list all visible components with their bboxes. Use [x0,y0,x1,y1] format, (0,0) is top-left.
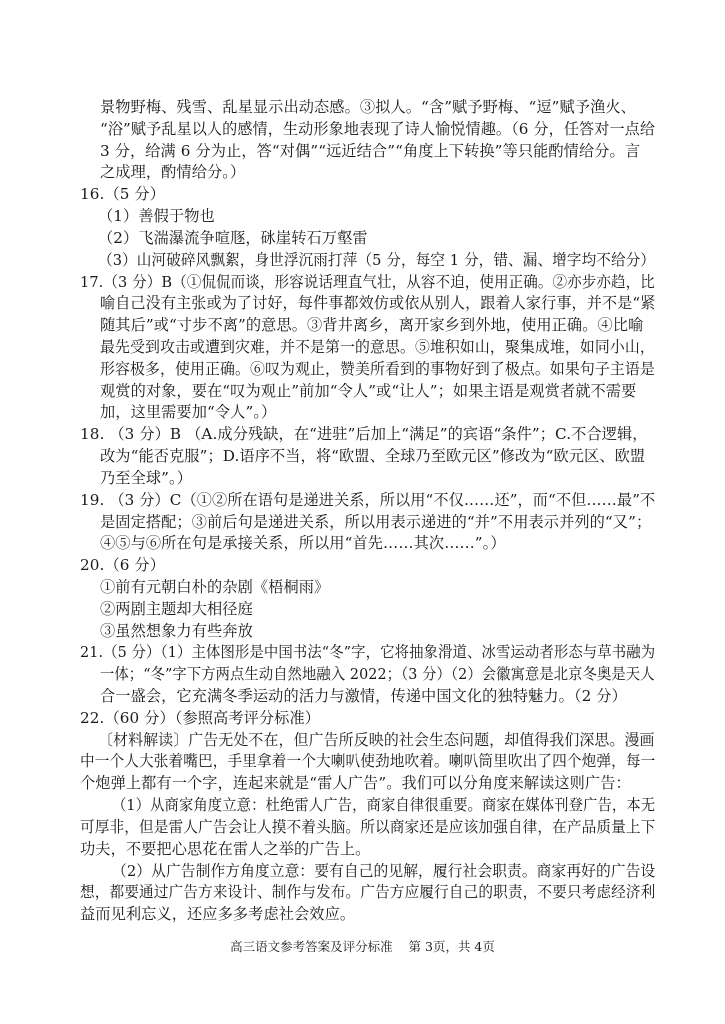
text-line: （3）山河破碎风飘絮，身世浮沉雨打萍（5 分，每空 1 分，错、漏、增字均不给分） [98,250,656,269]
text-line: ③虽然想象力有些奔放 [100,621,253,640]
text-line: 是固定搭配；③前后句是递进关系，所以用表示递进的“并”不用表示并列的“又”； [100,512,652,531]
text-line: 观赏的对象，要在“叹为观止”前加“令人”或“让人”；如果主语是观赏者就不需要 [100,381,637,400]
text-line: 喻自己没有主张或为了讨好，每件事都效仿或依从别人，跟着人家行事，并不是“紧 [100,294,656,313]
text-line: 功夫，不要把心思花在雷人之举的广告上。 [80,839,371,858]
text-line: 可厚非，但是雷人广告会让人摸不着头脑。所以商家还是应该加强自律，在产品质量上下 [80,817,656,836]
question-18-heading: 18. （3 分）B （A.成分残缺，在“进驻”后加上“满足”的宾语“条件”；C.不合逻辑， [80,425,648,444]
text-line: 3 分，给满 6 分为止，答“对偶”“远近结合”“角度上下转换”等只能酌情给分。言 [100,141,641,160]
question-22-heading: 22.（60 分）（参照高考评分标准） [80,708,321,727]
text-line: ④⑤与⑥所在句是承接关系，所以用“首先……其次……”。） [100,534,506,553]
text-line: 最先受到攻击或遭到灾难，并不是第一的意思。⑤堆积如山，聚集成堆，如同小山， [100,337,655,356]
text-line: （1）从商家角度立意：杜绝雷人广告，商家自律很重要。商家在媒体刊登广告，本无 [112,796,656,815]
question-19-heading: 19. （3 分）C（①②所在语句是递进关系，所以用“不仅……还”，而“不但……最”不 [80,490,656,509]
page-footer: 高三语文参考答案及评分标准 第 3页，共 4页 [230,939,495,954]
text-line: 形容极多，使用正确。⑥叹为观止，赞美所看到的事物好到了极点。如果句子主语是 [100,359,655,378]
text-line: 随其后”或“寸步不离”的意思。③背井离乡，离开家乡到外地，使用正确。④比喻 [100,316,644,335]
text-line: 加，这里需要加“令人”。） [100,403,277,422]
text-line: 改为“能否克服”；D.语序不当，将“欧盟、全球乃至欧元区”修改为“欧元区、欧盟 [100,447,646,466]
text-line: 景物野梅、残雪、乱星显示出动态感。③拟人。“含”赋予野梅、“逗”赋予渔火、 [100,98,636,116]
text-line: 想，都要通过广告方来设计、制作与发布。广告方应履行自己的职责，不要只考虑经济利 [80,883,656,902]
question-16-heading: 16.（5 分） [80,185,166,204]
text-line: 中一个人大张着嘴巴，手里拿着一个大喇叭使劲地吹着。喇叭筒里吹出了四个炮弹，每一 [80,752,656,771]
question-21-heading: 21.（5 分）（1）主体图形是中国书法“冬”字，它将抽象滑道、冰雪运动者形态与草书融为 [80,643,656,662]
text-line: 之成理，酌情给分。） [100,163,246,182]
question-17-heading: 17.（3 分）B（①侃侃而谈，形容说话理直气壮，从容不迫，使用正确。②亦步亦趋，比 [80,272,655,291]
text-line: 〔材料解读〕广告无处不在，但广告所反映的社会生态问题，却值得我们深思。漫画 [98,730,655,749]
text-line: ①前有元朝白朴的杂剧《梧桐雨》 [100,577,330,596]
question-20-heading: 20.（6 分） [80,556,166,575]
text-line: 个炮弹上都有一个字，连起来就是“雷人广告”。我们可以分角度来解读这则广告： [80,774,631,793]
text-line: 一体；“冬”字下方两点生动自然地融入 2022；（3 分）（2）会徽寓意是北京冬奥是天人 [100,665,655,684]
text-line: 益而见利忘义，还应多多考虑社会效应。 [80,905,356,924]
text-line: ②两剧主题却大相径庭 [100,599,253,618]
text-line: （2）从广告制作方角度立意：要有自己的见解，履行社会职责。商家再好的广告设 [112,861,656,880]
text-line: 合一盛会，它充满冬季运动的活力与激情，传递中国文化的独特魅力。（2 分） [100,687,627,706]
text-line: “浴”赋予乱星以人的感情，生动形象地表现了诗人愉悦情趣。（6 分，任答对一点给 [100,119,656,138]
text-line: 乃至全球”。） [100,468,192,487]
text-line: （2）飞湍瀑流争喧豗，砯崖转石万壑雷 [98,228,368,247]
text-line: （1）善假于物也 [98,207,215,226]
